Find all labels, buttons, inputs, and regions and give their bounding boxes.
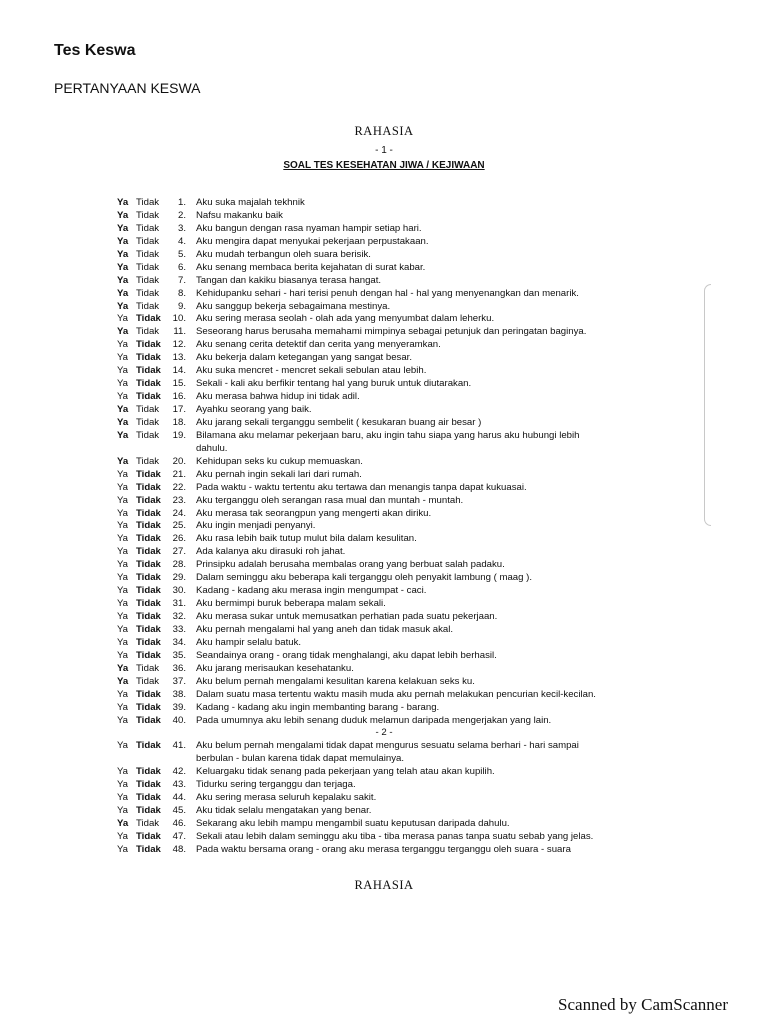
answer-tidak[interactable]: Tidak [136,274,160,286]
answer-tidak[interactable]: Tidak [136,300,160,312]
answer-ya[interactable]: Ya [117,636,129,648]
question-number: 47. [172,830,186,842]
answer-ya[interactable]: Ya [117,520,129,532]
question-row [0,792,768,805]
question-text: Pada umumnya aku lebih senang duduk melamun daripada mengerjakan yang lain. [196,714,552,726]
question-row [0,559,768,572]
classification-bottom: RAHASIA [354,878,414,892]
answer-tidak[interactable]: Tidak [136,494,161,506]
answer-ya[interactable]: Ya [117,429,129,441]
answer-ya[interactable]: Ya [117,468,129,480]
question-number: 2. [177,209,186,221]
question-text: Aku merasa tak seorangpun yang mengerti akan diriku. [196,507,432,519]
question-number: 27. [172,546,186,558]
answer-ya[interactable]: Ya [117,391,129,403]
answer-tidak[interactable]: Tidak [136,843,161,855]
question-number: 43. [172,779,186,791]
question-text: Pada waktu bersama orang - orang aku merasa terganggu terganggu oleh suara - suara [196,843,571,855]
answer-ya[interactable]: Ya [117,546,129,558]
question-number: 32. [172,611,186,622]
answer-ya[interactable]: Ya [117,222,129,234]
answer-ya[interactable]: Ya [117,339,129,351]
question-row [0,417,768,430]
question-number: 33. [172,623,186,635]
answer-ya[interactable]: Ya [117,675,129,687]
question-number: 22. [172,481,186,493]
question-row [0,844,768,857]
question-row [0,611,768,624]
question-text: berbulan - bulan karena tidak dapat memulainya. [196,753,404,765]
question-list [0,197,768,857]
doc-subtitle: PERTANYAAN KESWA [54,80,201,96]
answer-tidak[interactable]: Tidak [136,339,161,351]
answer-ya[interactable]: Ya [117,843,129,855]
question-number: 21. [172,468,186,480]
answer-tidak[interactable]: Tidak [136,675,160,687]
question-text: Aku tidak selalu mengatakan yang benar. [196,805,372,817]
question-text: Aku ingin menjadi penyanyi. [196,520,316,532]
answer-tidak[interactable]: Tidak [136,507,161,519]
answer-ya[interactable]: Ya [117,714,129,726]
answer-tidak[interactable]: Tidak [136,533,161,545]
question-text: Aku suka mencret - mencret sekali sebulan atau lebih. [196,365,427,377]
page-number-two: - 2 - [375,727,393,739]
answer-ya[interactable]: Ya [117,805,129,817]
answer-ya[interactable]: Ya [117,300,129,312]
question-number: 3. [177,222,186,234]
question-number: 45. [172,805,186,817]
answer-tidak[interactable]: Tidak [136,391,161,403]
question-number: 5. [177,248,186,260]
question-number: 46. [172,818,186,829]
answer-tidak[interactable]: Tidak [136,662,160,674]
question-row [0,249,768,262]
answer-tidak[interactable]: Tidak [136,520,161,532]
question-number: 26. [172,533,186,545]
answer-tidak[interactable]: Tidak [136,248,160,260]
answer-tidak[interactable]: Tidak [136,404,160,415]
question-row [0,831,768,844]
question-number: 28. [172,559,186,571]
question-number: 31. [172,598,186,610]
question-text: Aku pernah mengalami hal yang aneh dan tidak masuk akal. [196,623,454,635]
question-text: Aku mengira dapat menyukai pekerjaan perpustakaan. [196,235,429,247]
question-text: Aku senang cerita detektif dan cerita yang menyeramkan. [196,339,441,351]
question-row [0,818,768,831]
question-number: 4. [177,235,186,247]
answer-ya[interactable]: Ya [117,507,129,519]
answer-tidak[interactable]: Tidak [136,209,160,221]
answer-tidak[interactable]: Tidak [136,701,161,713]
question-text: Kehidupanku sehari - hari terisi penuh dengan hal - hal yang menyenangkan dan menarik. [196,287,579,299]
question-text: Aku sering merasa seluruh kepalaku sakit. [196,792,377,804]
question-row [0,404,768,417]
question-number: 35. [172,649,186,661]
question-number: 44. [172,792,186,804]
question-number: 24. [172,507,186,519]
answer-tidak[interactable]: Tidak [136,688,161,700]
question-number: 13. [172,352,186,364]
question-number: 9. [177,300,186,312]
answer-ya[interactable]: Ya [117,830,129,842]
answer-tidak[interactable]: Tidak [136,766,161,778]
answer-ya[interactable]: Ya [117,701,129,713]
question-text: Aku rasa lebih baik tutup mulut bila dalam kesulitan. [196,533,417,545]
answer-tidak[interactable]: Tidak [136,611,161,622]
question-text: Aku bangun dengan rasa nyaman hampir setiap hari. [196,222,422,234]
question-row [0,598,768,611]
question-row [0,495,768,508]
question-row [0,689,768,702]
question-number: 7. [177,274,186,286]
question-number: 11. [173,326,186,338]
question-text: Aku merasa bahwa hidup ini tidak adil. [196,391,360,403]
question-text: Aku merasa sukar untuk memusatkan perhatian pada suatu pekerjaan. [196,611,498,622]
question-row [0,766,768,779]
question-text: Ayahku seorang yang baik. [196,404,312,415]
answer-tidak[interactable]: Tidak [136,235,160,247]
question-row [0,779,768,792]
question-row [0,456,768,469]
question-number: 38. [172,688,186,700]
answer-tidak[interactable]: Tidak [136,830,161,842]
answer-ya[interactable]: Ya [117,378,129,390]
answer-ya[interactable]: Ya [117,649,129,661]
answer-ya[interactable]: Ya [117,455,129,467]
question-number: 18. [172,416,186,428]
question-text: Seseorang harus berusaha memahami mimpinya sebagai petunjuk dan peringatan baginya. [196,326,587,338]
question-text: Pada waktu - waktu tertentu aku tertawa dan menangis tanpa dapat kukuasai. [196,481,527,493]
doc-title: Tes Keswa [54,42,136,59]
question-number: 41. [172,740,186,752]
question-text: Aku senang membaca berita kejahatan di surat kabar. [196,261,426,273]
question-text: Nafsu makanku baik [196,209,283,221]
answer-tidak[interactable]: Tidak [136,468,161,480]
question-text: Aku jarang merisaukan kesehatanku. [196,662,354,674]
question-number: 12. [172,339,186,351]
answer-ya[interactable]: Ya [117,662,129,674]
question-number: 8. [177,287,186,299]
question-text: Aku hampir selalu batuk. [196,636,302,648]
question-row [0,288,768,301]
question-row [0,508,768,521]
question-text: Sekali - kali aku berfikir tentang hal yang buruk untuk diutarakan. [196,378,472,390]
answer-ya[interactable]: Ya [117,313,129,325]
question-text: Aku terganggu oleh serangan rasa mual dan muntah - muntah. [196,494,464,506]
answer-tidak[interactable]: Tidak [136,313,161,325]
question-row [0,482,768,495]
answer-ya[interactable]: Ya [117,688,129,700]
question-row [0,546,768,559]
question-number: 1. [177,197,186,208]
question-number: 40. [172,714,186,726]
question-row [0,339,768,352]
answer-tidak[interactable]: Tidak [136,222,160,234]
answer-tidak[interactable]: Tidak [136,455,160,467]
question-text: Ada kalanya aku dirasuki roh jahat. [196,546,346,558]
question-number: 25. [172,520,186,532]
question-row [0,301,768,314]
question-row [0,520,768,533]
question-text: Aku sanggup bekerja sebagaimana mestinya. [196,300,391,312]
question-number: 36. [172,662,186,674]
answer-ya[interactable]: Ya [117,572,129,584]
answer-tidak[interactable]: Tidak [136,546,161,558]
question-row [0,469,768,482]
answer-ya[interactable]: Ya [117,209,129,221]
answer-ya[interactable]: Ya [117,481,129,493]
question-number: 17. [172,404,186,415]
answer-tidak[interactable]: Tidak [136,779,161,791]
question-number: 30. [172,585,186,597]
question-row [0,702,768,715]
question-number: 37. [172,675,186,687]
scroll-handle[interactable] [704,284,711,526]
answer-tidak[interactable]: Tidak [136,352,161,364]
answer-tidak[interactable]: Tidak [136,818,160,829]
answer-tidak[interactable]: Tidak [136,559,161,571]
answer-tidak[interactable]: Tidak [136,792,161,804]
question-number: 14. [172,365,186,377]
question-text: Sekarang aku lebih mampu mengambil suatu keputusan daripada dahulu. [196,818,510,829]
question-number: 29. [172,572,186,584]
answer-ya[interactable]: Ya [117,261,129,273]
question-text: Kadang - kadang aku ingin membanting barang - barang. [196,701,440,713]
answer-ya[interactable]: Ya [117,494,129,506]
answer-tidak[interactable]: Tidak [136,481,161,493]
question-row [0,365,768,378]
question-number: 34. [172,636,186,648]
answer-ya[interactable]: Ya [117,740,129,752]
question-number: 19. [172,429,186,441]
question-number: 48. [172,843,186,855]
answer-tidak[interactable]: Tidak [136,714,161,726]
answer-ya[interactable]: Ya [117,326,129,338]
question-row [0,236,768,249]
question-row [0,637,768,650]
question-text: Aku belum pernah mengalami kesulitan karena kelakuan seks ku. [196,675,475,687]
answer-ya[interactable]: Ya [117,585,129,597]
question-row [0,378,768,391]
answer-ya[interactable]: Ya [117,248,129,260]
answer-ya[interactable]: Ya [117,623,129,635]
answer-ya[interactable]: Ya [117,235,129,247]
answer-ya[interactable]: Ya [117,766,129,778]
answer-ya[interactable]: Ya [117,611,129,622]
answer-ya[interactable]: Ya [117,533,129,545]
answer-tidak[interactable]: Tidak [136,365,161,377]
answer-tidak[interactable]: Tidak [136,623,161,635]
answer-ya[interactable]: Ya [117,197,129,208]
question-text: Kadang - kadang aku merasa ingin mengumpat - caci. [196,585,427,597]
question-text: Kehidupan seks ku cukup memuaskan. [196,455,363,467]
question-row [0,585,768,598]
question-number: 20. [172,455,186,467]
answer-ya[interactable]: Ya [117,792,129,804]
question-row [0,663,768,676]
question-number: 6. [177,261,186,273]
answer-tidak[interactable]: Tidak [136,649,161,661]
question-row [0,740,768,753]
answer-tidak[interactable]: Tidak [136,740,161,752]
question-continuation [0,443,768,456]
question-row [0,197,768,210]
question-number: 23. [172,494,186,506]
answer-ya[interactable]: Ya [117,559,129,571]
question-text: Sekali atau lebih dalam seminggu aku tiba - tiba merasa panas tanpa suatu sebab yang jelas. [196,830,594,842]
answer-tidak[interactable]: Tidak [136,416,160,428]
question-row [0,313,768,326]
question-number: 42. [172,766,186,778]
question-text: Aku mudah terbangun oleh suara berisik. [196,248,371,260]
question-row [0,572,768,585]
question-text: Aku bermimpi buruk beberapa malam sekali. [196,598,386,610]
question-row [0,326,768,339]
answer-tidak[interactable]: Tidak [136,429,160,441]
question-continuation [0,753,768,766]
answer-ya[interactable]: Ya [117,416,129,428]
test-heading: SOAL TES KESEHATAN JIWA / KEJIWAAN [283,160,485,171]
answer-tidak[interactable]: Tidak [136,598,161,610]
question-text: Aku sering merasa seolah - olah ada yang menyumbat dalam leherku. [196,313,495,325]
question-number: 16. [172,391,186,403]
question-number: 39. [172,701,186,713]
question-text: Seandainya orang - orang tidak menghalangi, aku dapat lebih berhasil. [196,649,497,661]
question-text: Prinsipku adalah berusaha membalas orang yang berbuat salah padaku. [196,559,505,571]
answer-tidak[interactable]: Tidak [136,636,161,648]
answer-tidak[interactable]: Tidak [136,572,161,584]
question-text: dahulu. [196,442,228,454]
question-text: Dalam seminggu aku beberapa kali terganggu oleh penyakit lambung ( maag ). [196,572,532,584]
page-number-one: - 1 - [375,145,393,156]
answer-ya[interactable]: Ya [117,598,129,610]
answer-tidak[interactable]: Tidak [136,326,160,338]
question-text: Aku jarang sekali terganggu sembelit ( kesukaran buang air besar ) [196,416,482,428]
question-number: 10. [172,313,186,325]
answer-ya[interactable]: Ya [117,287,129,299]
answer-ya[interactable]: Ya [117,779,129,791]
question-text: Aku pernah ingin sekali lari dari rumah. [196,468,362,480]
question-text: Dalam suatu masa tertentu waktu masih muda aku pernah melakukan pencurian kecil-kecilan. [196,688,596,700]
answer-ya[interactable]: Ya [117,818,129,829]
question-row [0,352,768,365]
question-row [0,805,768,818]
answer-tidak[interactable]: Tidak [136,585,161,597]
question-number: 15. [172,378,186,390]
question-row [0,275,768,288]
question-text: Tidurku sering terganggu dan terjaga. [196,779,356,791]
answer-tidak[interactable]: Tidak [136,197,160,208]
answer-ya[interactable]: Ya [117,352,129,364]
question-text: Tangan dan kakiku biasanya terasa hangat. [196,274,382,286]
question-row [0,676,768,689]
question-text: Aku belum pernah mengalami tidak dapat mengurus sesuatu selama berhari - hari sampai [196,740,579,752]
classification-top: RAHASIA [354,124,414,138]
question-text: Keluargaku tidak senang pada pekerjaan yang telah atau akan kupilih. [196,766,495,778]
answer-tidak[interactable]: Tidak [136,805,161,817]
question-row [0,715,768,728]
scanner-watermark: Scanned by CamScanner [558,995,728,1014]
answer-ya[interactable]: Ya [117,274,129,286]
answer-ya[interactable]: Ya [117,365,129,377]
question-text: Bilamana aku melamar pekerjaan baru, aku ingin tahu siapa yang harus aku hubungi lebih [196,429,580,441]
question-row [0,624,768,637]
question-text: Aku suka majalah tekhnik [196,197,305,208]
question-row [0,391,768,404]
question-row [0,262,768,275]
question-row [0,210,768,223]
answer-tidak[interactable]: Tidak [136,287,160,299]
question-row [0,430,768,443]
question-text: Aku bekerja dalam ketegangan yang sangat besar. [196,352,413,364]
question-row [0,223,768,236]
question-row [0,650,768,663]
answer-ya[interactable]: Ya [117,404,129,415]
answer-tidak[interactable]: Tidak [136,378,161,390]
answer-tidak[interactable]: Tidak [136,261,160,273]
question-row [0,533,768,546]
